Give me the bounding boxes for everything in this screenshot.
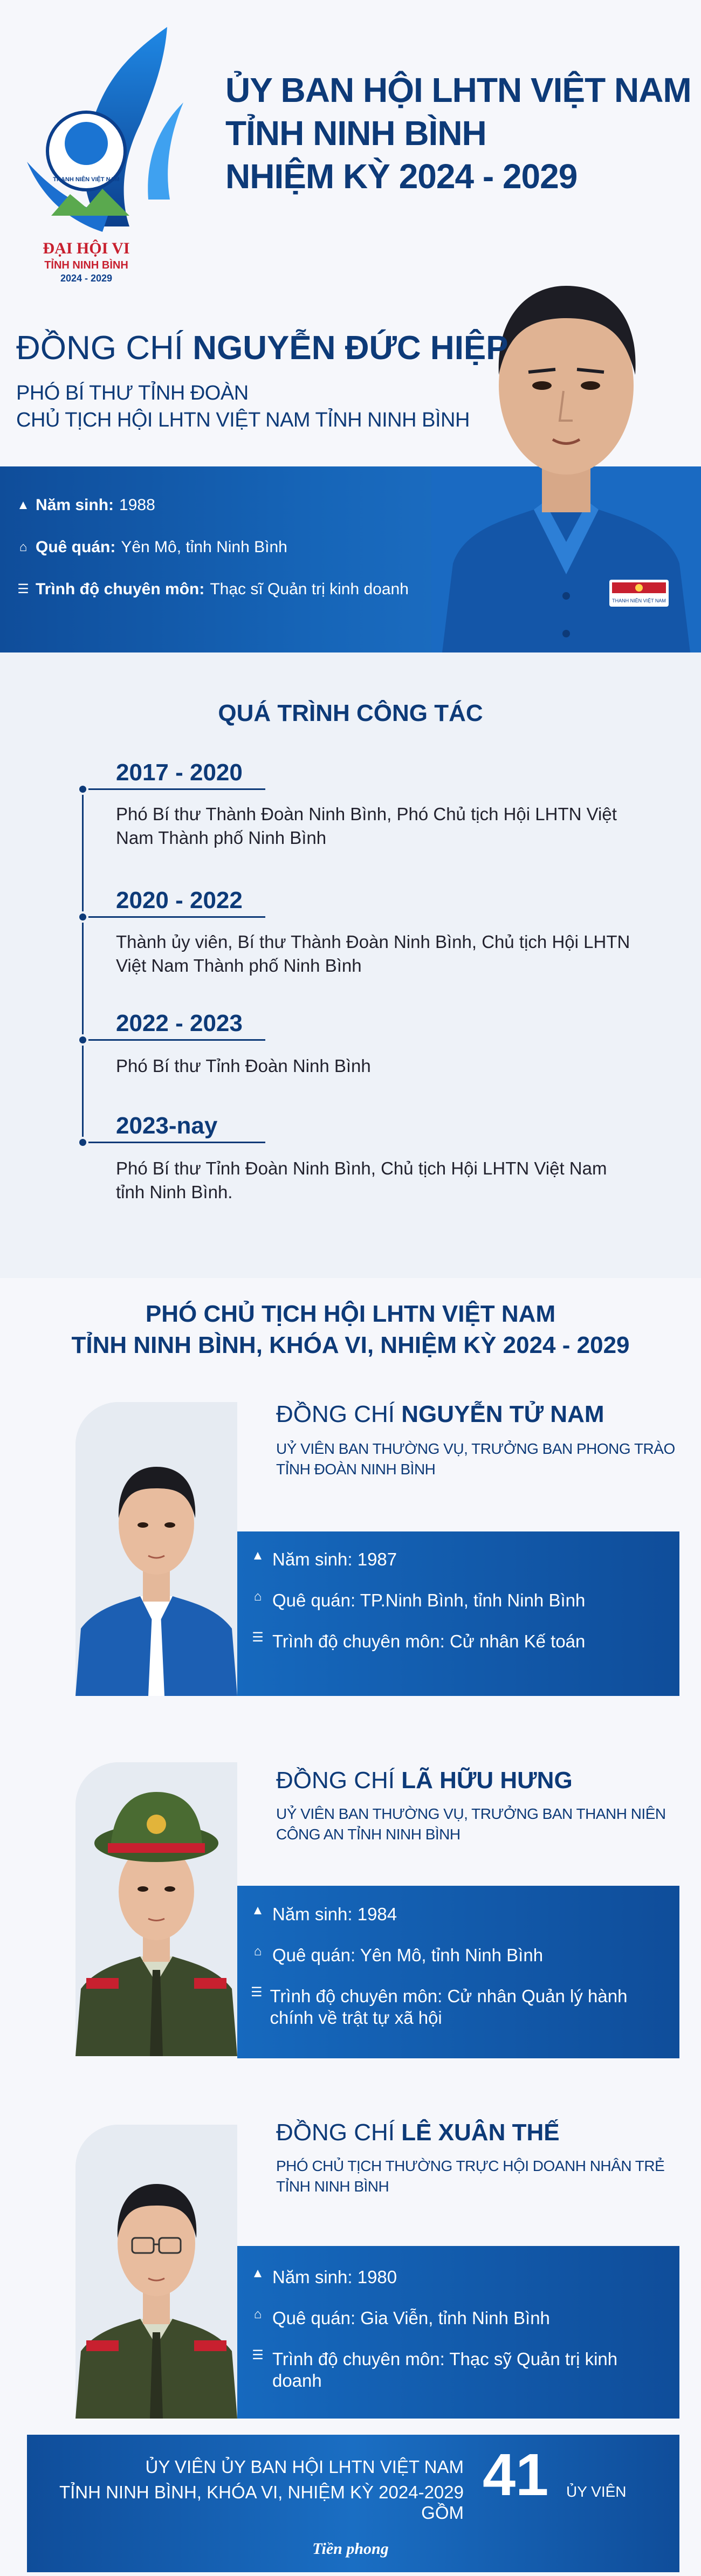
education-text: Trình độ chuyên môn: Cử nhân Quản lý hành chính về trật tự xã hội xyxy=(270,1986,628,2028)
name-prefix: ĐỒNG CHÍ xyxy=(276,1401,395,1427)
timeline-rule-1 xyxy=(82,788,265,790)
vice-2-birth-row xyxy=(251,1904,671,1925)
main-education-row xyxy=(16,580,409,599)
vice-member-photo-3 xyxy=(75,2125,237,2419)
timeline-year-2: 2020 - 2022 xyxy=(116,887,243,913)
name-text: LÊ XUÂN THẾ xyxy=(401,2119,560,2146)
brand-logo: Tiền phong xyxy=(312,2540,389,2558)
vice-member-position-3: PHÓ CHỦ TỊCH THƯỜNG TRỰC HỘI DOANH NHÂN TRẺ TỈNH NINH BÌNH xyxy=(276,2158,665,2195)
logo-term-text: 2024 - 2029 xyxy=(60,273,113,284)
logo-text: THANH NIÊN VIỆT NAM xyxy=(53,176,120,183)
vice-1-birth-row xyxy=(251,1549,671,1570)
vice-2-education-row xyxy=(251,1986,671,2029)
timeline-dot-1 xyxy=(77,784,88,795)
timeline-rule-3 xyxy=(82,1039,265,1041)
timeline-axis xyxy=(82,790,84,1146)
name-prefix: ĐỒNG CHÍ xyxy=(16,329,183,367)
vice-3-birth-row xyxy=(251,2266,671,2288)
congress-logo-icon xyxy=(22,22,205,302)
vice-member-position-1: UỶ VIÊN BAN THƯỜNG VỤ, TRƯỞNG BAN PHONG TRÀO TỈNH ĐOÀN NINH BÌNH xyxy=(276,1440,675,1478)
timeline-rule-4 xyxy=(82,1142,265,1143)
hometown-text: Quê quán: Gia Viễn, tỉnh Ninh Bình xyxy=(272,2308,550,2328)
birth-text: Năm sinh: 1984 xyxy=(272,1904,397,1924)
birthday-cake-icon: ▲ xyxy=(251,2266,264,2280)
main-person-position-2: CHỦ TỊCH HỘI LHTN VIỆT NAM TỈNH NINH BÌNH xyxy=(16,409,470,431)
main-person-name xyxy=(16,329,508,367)
hometown-text: Quê quán: TP.Ninh Bình, tỉnh Ninh Bình xyxy=(272,1590,586,1610)
timeline-text-2: Thành ủy viên, Bí thư Thành Đoàn Ninh Bình, Chủ tịch Hội LHTN Việt Nam Thành phố Ninh Bình xyxy=(116,932,630,976)
main-person-photo xyxy=(431,208,701,652)
vice-member-photo-2 xyxy=(75,1762,237,2056)
birthday-cake-icon: ▲ xyxy=(251,1903,264,1918)
uniform-badge-text: THANH NIÊN VIỆT NAM xyxy=(612,598,666,603)
vice-member-position-2: UỶ VIÊN BAN THƯỜNG VỤ, TRƯỞNG BAN THANH NIÊN CÔNG AN TỈNH NINH BÌNH xyxy=(276,1805,666,1843)
graduation-cap-icon: ☰ xyxy=(252,2348,264,2362)
timeline-text-1: Phó Bí thư Thành Đoàn Ninh Bình, Phó Chủ tịch Hội LHTN Việt Nam Thành phố Ninh Bình xyxy=(116,804,617,848)
birth-value: 1988 xyxy=(119,496,155,514)
name-text: NGUYỄN TỬ NAM xyxy=(401,1401,604,1427)
home-icon: ⌂ xyxy=(253,2307,262,2321)
birth-label: Năm sinh: xyxy=(36,496,114,514)
header-title-line2: TỈNH NINH BÌNH xyxy=(225,114,486,153)
birth-text: Năm sinh: 1987 xyxy=(272,1549,397,1569)
vice-1-hometown-row xyxy=(251,1590,671,1611)
hometown-value: Yên Mô, tỉnh Ninh Bình xyxy=(121,538,287,556)
graduation-cap-icon: ☰ xyxy=(252,1630,264,1645)
vice-member-name-2 xyxy=(276,1767,573,1794)
timeline-text-4: Phó Bí thư Tỉnh Đoàn Ninh Bình, Chủ tịch Hội LHTN Việt Nam tỉnh Ninh Bình. xyxy=(116,1158,607,1202)
graduation-cap-icon: ☰ xyxy=(17,582,29,596)
footer-line2: TỈNH NINH BÌNH, KHÓA VI, NHIỆM KỲ 2024-2029 GỒM xyxy=(59,2482,464,2523)
timeline-dot-2 xyxy=(77,911,88,923)
vice-2-hometown-row xyxy=(251,1945,671,1966)
education-value: Thạc sĩ Quản trị kinh doanh xyxy=(210,580,409,598)
vice-member-name-1 xyxy=(276,1401,604,1428)
vice-3-education-row xyxy=(251,2348,671,2392)
header-title-line1: ỦY BAN HỘI LHTN VIỆT NAM xyxy=(225,71,691,109)
education-text: Trình độ chuyên môn: Cử nhân Kế toán xyxy=(272,1631,586,1651)
vice-1-education-row xyxy=(251,1631,671,1652)
vice-member-name-3 xyxy=(276,2119,560,2146)
name-prefix: ĐỒNG CHÍ xyxy=(276,2119,395,2146)
name-text: LÃ HỮU HƯNG xyxy=(401,1767,573,1794)
name-prefix: ĐỒNG CHÍ xyxy=(276,1767,395,1794)
graduation-cap-icon: ☰ xyxy=(251,1985,263,2000)
home-icon: ⌂ xyxy=(253,1589,262,1604)
name-text: NGUYỄN ĐỨC HIỆP xyxy=(193,329,508,367)
vice-3-hometown-row xyxy=(251,2307,671,2329)
main-hometown-row xyxy=(16,538,287,557)
vice-member-photo-1 xyxy=(75,1402,237,1696)
timeline-dot-3 xyxy=(77,1034,88,1046)
main-person-position-1: PHÓ BÍ THƯ TỈNH ĐOÀN xyxy=(16,382,249,404)
hometown-text: Quê quán: Yên Mô, tỉnh Ninh Bình xyxy=(272,1945,544,1965)
timeline-year-1: 2017 - 2020 xyxy=(116,759,243,786)
birthday-cake-icon: ▲ xyxy=(251,1548,264,1563)
header-title-line3: NHIỆM KỲ 2024 - 2029 xyxy=(225,157,578,196)
home-icon: ⌂ xyxy=(253,1944,262,1959)
hometown-label: Quê quán: xyxy=(36,538,116,556)
vice-title-line2: TỈNH NINH BÌNH, KHÓA VI, NHIỆM KỲ 2024 - 2029 xyxy=(71,1332,630,1358)
timeline-title: QUÁ TRÌNH CÔNG TÁC xyxy=(218,700,483,726)
home-icon: ⌂ xyxy=(19,540,28,554)
timeline-year-4: 2023-nay xyxy=(116,1112,218,1139)
timeline-rule-2 xyxy=(82,916,265,918)
main-birth-row xyxy=(16,496,155,514)
vice-title-line1: PHÓ CHỦ TỊCH HỘI LHTN VIỆT NAM xyxy=(145,1301,556,1327)
timeline-dot-4 xyxy=(77,1137,88,1148)
logo-congress-text: ĐẠI HỘI VI xyxy=(43,239,130,257)
footer-member-count: 41 xyxy=(483,2442,549,2508)
timeline-text-3: Phó Bí thư Tỉnh Đoàn Ninh Bình xyxy=(116,1056,371,1076)
footer-line1: ỦY VIÊN ỦY BAN HỘI LHTN VIỆT NAM xyxy=(145,2457,464,2477)
timeline-year-3: 2022 - 2023 xyxy=(116,1010,243,1036)
birth-text: Năm sinh: 1980 xyxy=(272,2267,397,2287)
birthday-cake-icon: ▲ xyxy=(17,498,30,512)
logo-province-text: TỈNH NINH BÌNH xyxy=(44,259,128,271)
education-label: Trình độ chuyên môn: xyxy=(36,580,205,598)
footer-unit: ỦY VIÊN xyxy=(566,2483,627,2500)
education-text: Trình độ chuyên môn: Thạc sỹ Quản trị kinh doanh xyxy=(272,2349,618,2390)
